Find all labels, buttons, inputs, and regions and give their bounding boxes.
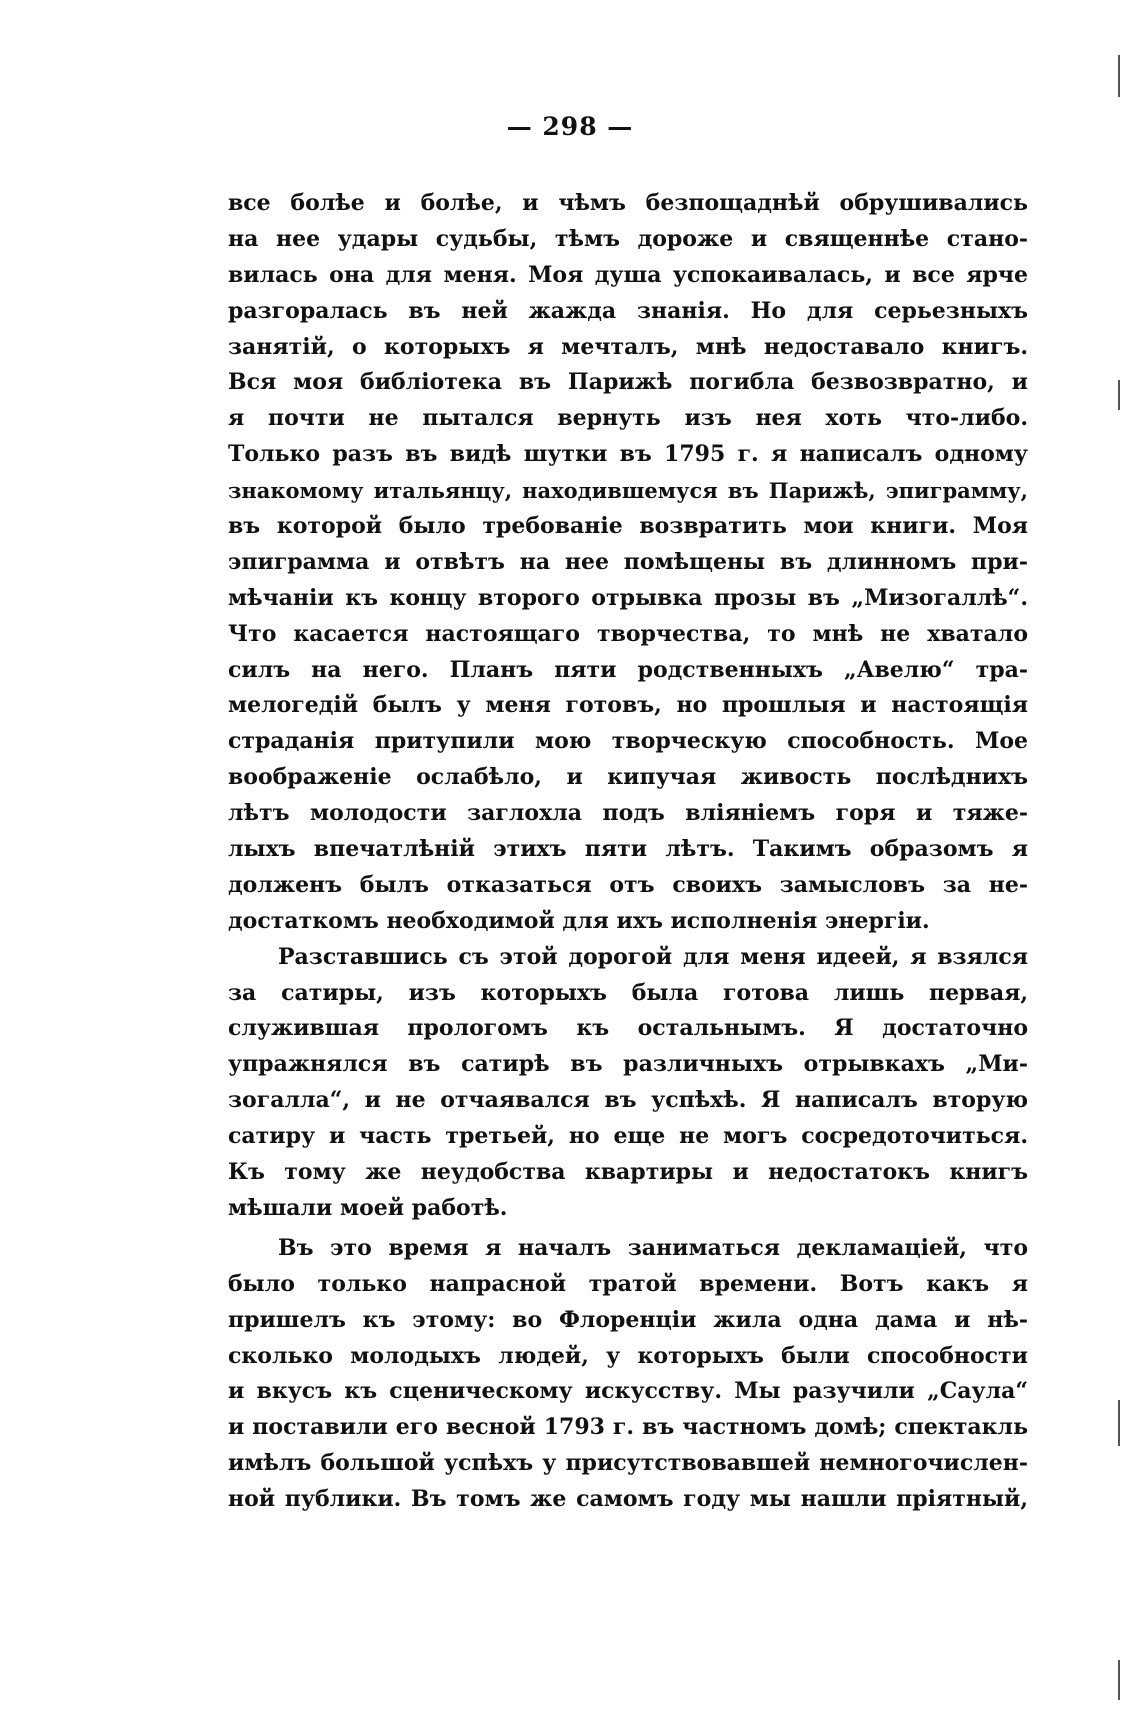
text-line: вилась она для меня. Моя душа успокаивалась, и все ярче [228, 261, 1028, 288]
text-line: сатиру и часть третьей, но еще не могъ сосредоточиться. [228, 1123, 1028, 1150]
text-line: Вся моя библіотека въ Парижѣ погибла безвозвратно, и [228, 369, 1028, 396]
text-line: все болѣе и болѣе, и чѣмъ безпощаднѣй обрушивались [228, 190, 1028, 216]
text-line: Что касается настоящаго творчества, то мнѣ не хватало [228, 620, 1028, 647]
text-line: сколько молодыхъ людей, у которыхъ были способности [228, 1342, 1028, 1369]
text-line: служившая прологомъ къ остальнымъ. Я достаточно [228, 1015, 1028, 1042]
text-line: достаткомъ необходимой для ихъ исполненія энергіи. [228, 907, 930, 934]
text-line: было только напрасной тратой времени. Вотъ какъ я [228, 1270, 1028, 1297]
paragraph [228, 186, 1028, 940]
text-line: я почти не пытался вернуть изъ нея хоть что-либо. [228, 405, 1028, 432]
text-line: зогалла“, и не отчаявался въ успѣхѣ. Я написалъ вторую [228, 1087, 1028, 1114]
text-line: Въ это время я началъ заниматься декламаціей, что [278, 1234, 1028, 1261]
text-line: занятій, о которыхъ я мечталъ, мнѣ недоставало книгъ. [228, 333, 1028, 360]
text-line: ной публики. Въ томъ же самомъ году мы нашли пріятный, [228, 1486, 1028, 1513]
paragraph [228, 1231, 1028, 1518]
text-line: на нее удары судьбы, тѣмъ дороже и священнѣе стано- [228, 225, 1028, 252]
margin-mark [1118, 1400, 1120, 1446]
text-line: мѣшали моей работѣ. [228, 1194, 508, 1221]
text-line: лѣтъ молодости заглохла подъ вліяніемъ горя и тяже- [228, 800, 1028, 827]
text-line: Только разъ въ видѣ шутки въ 1795 г. я написалъ одному [228, 441, 1028, 468]
text-line: упражнялся въ сатирѣ въ различныхъ отрывкахъ „Ми- [228, 1051, 1028, 1078]
text-line: за сатиры, изъ которыхъ была готова лишь первая, [228, 979, 1028, 1006]
text-line: Разставшись съ этой дорогой для меня идеей, я взялся [278, 943, 1028, 970]
margin-mark [1118, 55, 1120, 97]
page-number: — 298 — [506, 112, 634, 141]
text-line: въ которой было требованіе возвратить мои книги. Моя [228, 513, 1028, 540]
margin-mark [1118, 1660, 1120, 1700]
text-line: разгоралась въ ней жажда знанія. Но для серьезныхъ [228, 297, 1028, 324]
text-line: мѣчаніи къ концу второго отрывка прозы въ „Мизогаллѣ“. [228, 584, 1028, 611]
text-line: и поставили его весной 1793 г. въ частномъ домѣ; спектакль [228, 1414, 1028, 1441]
paragraph [228, 940, 1028, 1227]
text-line: Къ тому же неудобства квартиры и недостатокъ книгъ [228, 1159, 1028, 1186]
margin-mark [1118, 380, 1120, 410]
text-line: мелогедій былъ у меня готовъ, но прошлыя и настоящія [228, 692, 1028, 719]
text-line: долженъ былъ отказаться отъ своихъ замысловъ за не- [228, 871, 1028, 898]
text-line: лыхъ впечатлѣній этихъ пяти лѣтъ. Такимъ образомъ я [228, 836, 1028, 863]
text-line: знакомому итальянцу, находившемуся въ Парижѣ, эпиграмму, [228, 478, 1028, 504]
text-line: воображеніе ослабѣло, и кипучая живость послѣднихъ [228, 764, 1028, 791]
text-line: эпиграмма и отвѣтъ на нее помѣщены въ длинномъ при- [228, 548, 1028, 575]
text-line: и вкусъ къ сценическому искусству. Мы разучили „Саула“ [228, 1378, 1028, 1405]
text-line: пришелъ къ этому: во Флоренціи жила одна дама и нѣ- [228, 1306, 1028, 1333]
text-line: силъ на него. Планъ пяти родственныхъ „Авелю“ тра- [228, 656, 1028, 683]
text-line: страданія притупили мою творческую способность. Мое [228, 728, 1028, 755]
body-text [228, 186, 1028, 1518]
text-line: имѣлъ большой успѣхъ у присутствовавшей немногочислен- [228, 1450, 1028, 1477]
